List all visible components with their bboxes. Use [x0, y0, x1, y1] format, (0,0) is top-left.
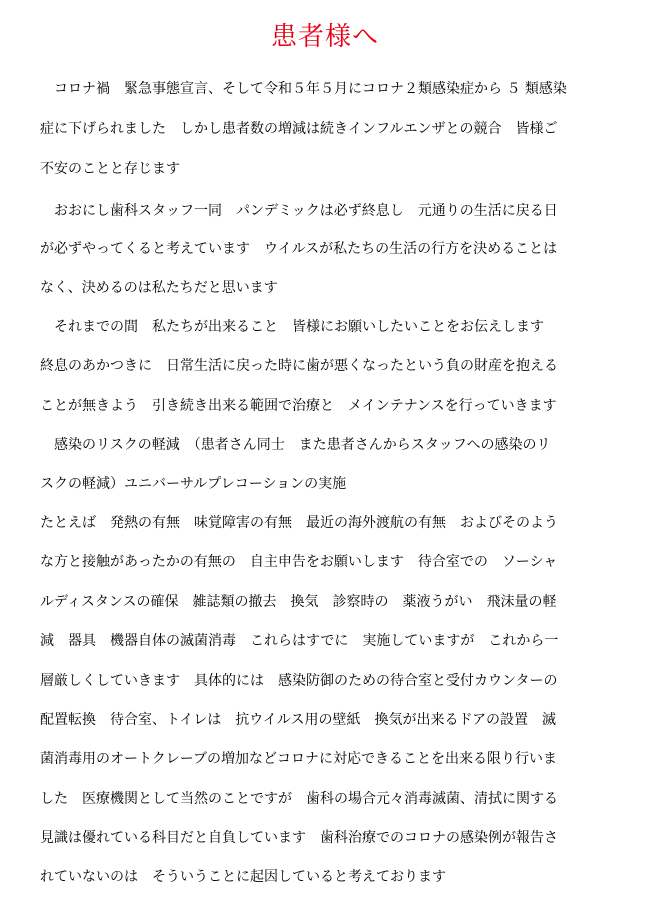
- body-line-12: たとえば 発熱の有無 味覚障害の有無 最近の海外渡航の有無 およびそのよう: [40, 515, 558, 531]
- page-title: 患者様へ: [270, 22, 379, 52]
- body-line-8: 終息のあかつきに 日常生活に戻った時に歯が悪くなったという負の財産を抱える: [40, 358, 558, 374]
- body-line-20: 見識は優れている科目だと自負しています 歯科治療でのコロナの感染例が報告さ: [40, 830, 558, 846]
- body-line-7: それまでの間 私たちが出来ること 皆様にお願いしたいことをお伝えします: [40, 319, 544, 335]
- body-line-1: コロナ禍 緊急事態宣言、そして令和５年５月にコロナ２類感染症から ５ 類感染: [40, 81, 567, 97]
- body-line-14: ルディスタンスの確保 雑誌類の撤去 換気 診察時の 薬液うがい 飛沫量の軽: [40, 594, 557, 610]
- body-line-15: 減 器具 機器自体の滅菌消毒 これらはすでに 実施していますが これから一: [40, 633, 559, 649]
- body-line-11: スクの軽減）ユニバーサルプレコーションの実施: [40, 476, 347, 492]
- body-line-16: 層厳しくしていきます 具体的には 感染防御のための待合室と受付カウンターの: [40, 673, 558, 689]
- body-line-2: 症に下げられました しかし患者数の増減は続きインフルエンザとの競合 皆様ご: [40, 121, 558, 137]
- body-line-4: おおにし歯科スタッフ一同 パンデミックは必ず終息し 元通りの生活に戻る日: [40, 203, 558, 219]
- body-line-3: 不安のことと存じます: [40, 161, 180, 177]
- body-line-18: 菌消毒用のオートクレーブの増加などコロナに対応できることを出来る限り行いま: [40, 751, 558, 767]
- body-line-9: ことが無きよう 引き続き出来る範囲で治療と メインテナンスを行っていきます: [40, 398, 557, 414]
- body-line-5: が必ずやってくると考えています ウイルスが私たちの生活の行方を決めることは: [40, 241, 558, 257]
- body-line-6: なく、決めるのは私たちだと思います: [40, 280, 278, 296]
- body-line-17: 配置転換 待合室、トイレは 抗ウイルス用の壁紙 換気が出来るドアの設置 滅: [40, 712, 557, 728]
- body-line-10: 感染のリスクの軽減 （患者さん同士 また患者さんからスタッフへの感染のリ: [40, 437, 551, 453]
- body-line-21: れていないのは そういうことに起因していると考えております: [40, 869, 446, 885]
- body-line-13: な方と接触があったかの有無の 自主申告をお願いします 待合室での ソーシャ: [40, 554, 558, 570]
- body-line-19: した 医療機関として当然のことですが 歯科の場合元々消毒滅菌、清拭に関する: [40, 791, 558, 807]
